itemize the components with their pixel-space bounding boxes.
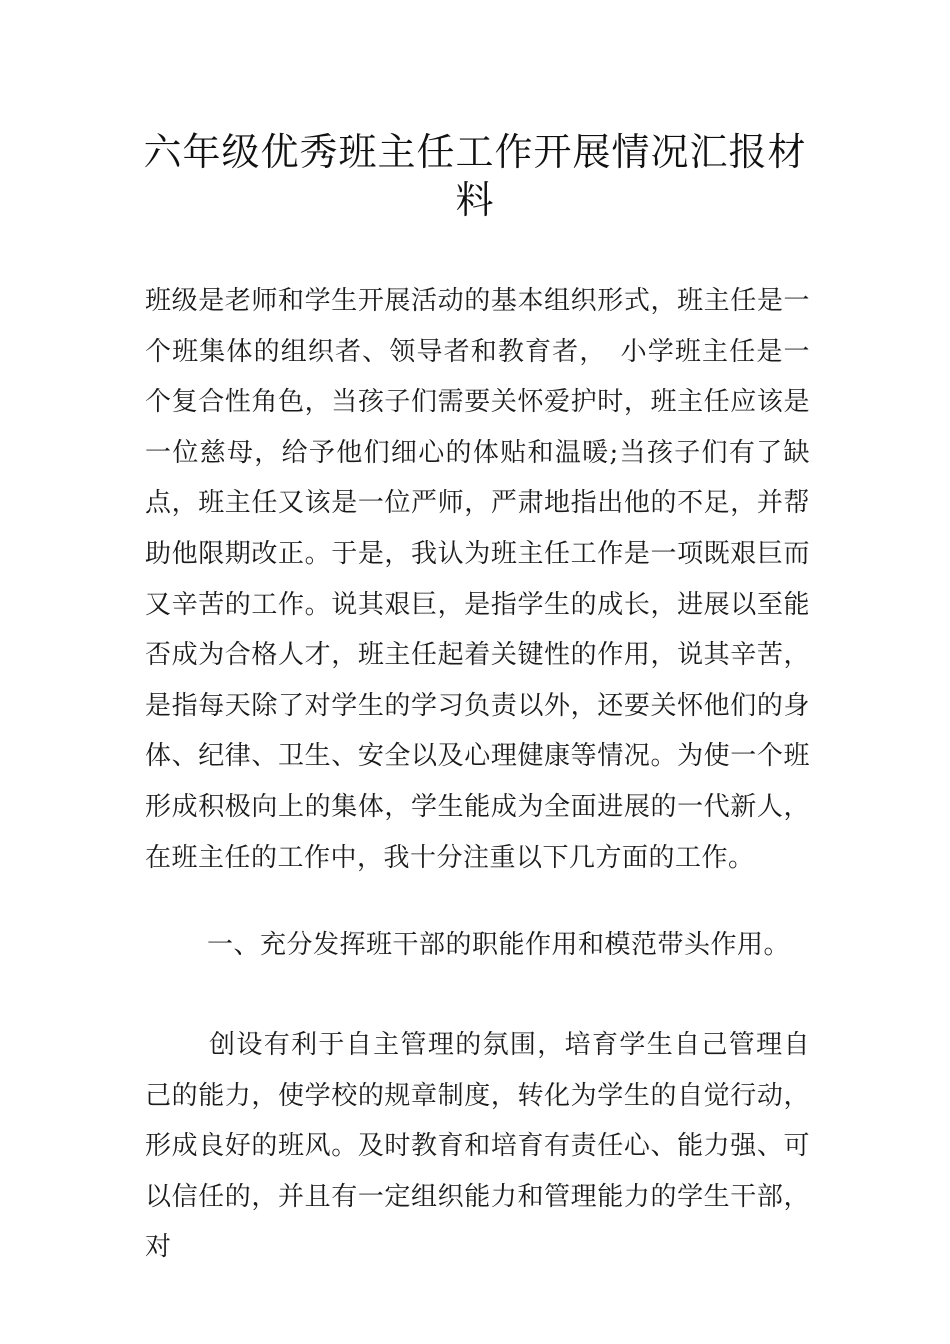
- document-title: 六年级优秀班主任工作开展情况汇报材料: [143, 130, 807, 222]
- section-heading: 一、充分发挥班干部的职能作用和模范带头作用。: [207, 930, 791, 960]
- intro-paragraph: 班级是老师和学生开展活动的基本组织形式，班主任是一个班集体的组织者、领导者和教育者， 小学班主任是一个复合性角色，当孩子们需要关怀爱护时，班主任应该是一位慈母，给予他们细心的体贴和温暖;当孩子们有了缺点，班主任又该是一位严师，严肃地指出他的不足，并帮助他限期改正。于是，我认为班主任工作是一项既艰巨而又辛苦的工作。说其艰巨，是指学生的成长，进展以至能否成为合格人才，班主任起着关键性的作用，说其辛苦，是指每天除了对学生的学习负责以外，还要关怀他们的身体、纪律、卫生、安全以及心理健康等情况。为使一个班形成积极向上的集体，学生能成为全面进展的一代新人，在班主任的工作中，我十分注重以下几方面的工作。: [145, 286, 810, 873]
- section-paragraph: 创设有利于自主管理的氛围，培育学生自己管理自己的能力，使学校的规章制度，转化为学生的自觉行动，形成良好的班风。及时教育和培育有责任心、能力强、可以信任的，并且有一定组织能力和管理能力的学生干部，对: [145, 1030, 810, 1263]
